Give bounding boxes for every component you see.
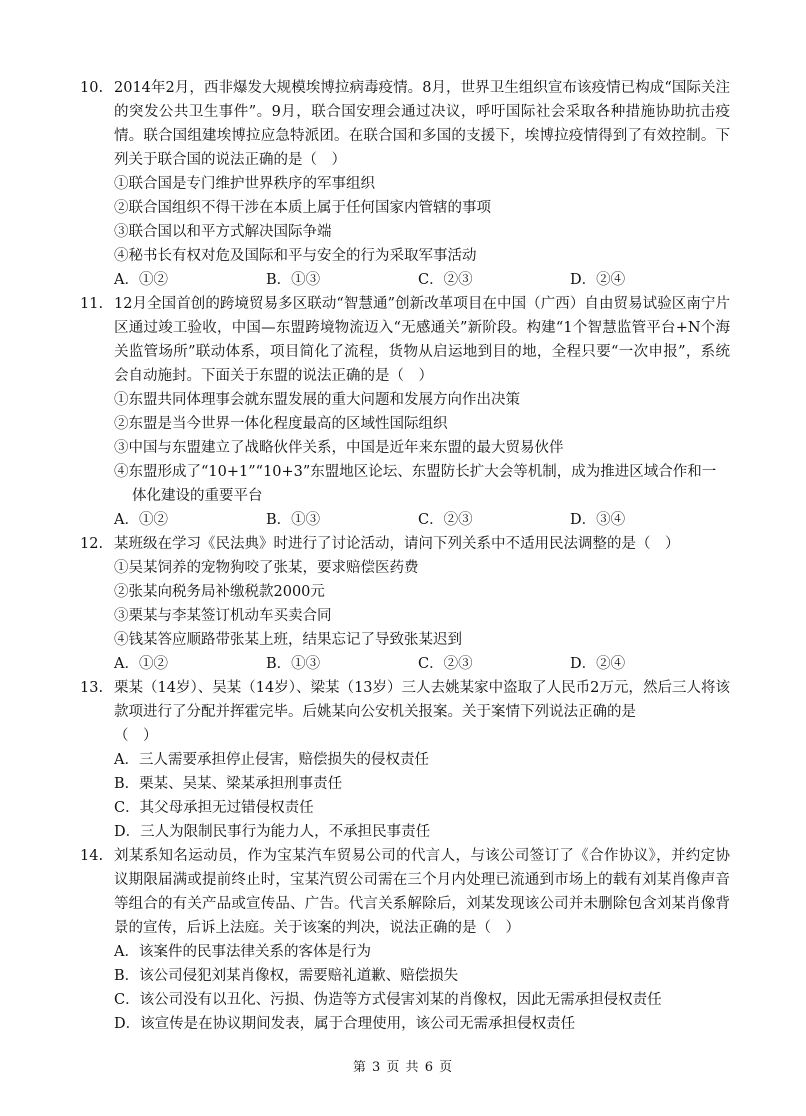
question-12 (80, 532, 730, 676)
question-number: 10. (80, 80, 104, 96)
options-row (114, 652, 730, 676)
question-10 (80, 76, 730, 292)
question-11 (80, 292, 730, 532)
option-b: B．①③ (266, 512, 321, 528)
statement-2: ②联合国组织不得干涉在本质上属于任何国家内管辖的事项 (114, 200, 491, 216)
statement-3: ③联合国以和平方式解决国际争端 (114, 224, 332, 240)
question-stem (80, 76, 730, 172)
question-text: 12月全国首创的跨境贸易多区联动“智慧通”创新改革项目在中国（广西）自由贸易试验区南宁片区通过竣工验收，中国—东盟跨境物流迈入“无感通关”新阶段。构建“1个智慧监管平台+N个海关监管场所”联动体系，项目简化了流程，货物从启运地到目的地，全程只要“一次申报”，系统会自动施封。下面关于东盟的说法正确的是（ ） (114, 296, 730, 384)
question-number: 14. (80, 848, 104, 864)
statement-4: ④钱某答应顺路带张某上班，结果忘记了导致张某迟到 (114, 632, 462, 648)
statement-4: ④秘书长有权对危及国际和平与安全的行为采取军事活动 (114, 248, 477, 264)
option-b: B．栗某、吴某、梁某承担刑事责任 (114, 776, 343, 792)
option-c: C．该公司没有以丑化、污损、伪造等方式侵害刘某的肖像权，因此无需承担侵权责任 (114, 992, 662, 1008)
question-stem (80, 676, 730, 724)
question-text: 某班级在学习《民法典》时进行了讨论活动，请问下列关系中不适用民法调整的是（ ） (114, 536, 680, 552)
question-text: 刘某系知名运动员，作为宝某汽车贸易公司的代言人，与该公司签订了《合作协议》，并约定协议期限届满或提前终止时，宝某汽贸公司需在三个月内处理已流通到市场上的载有刘某肖像声音等组合的有关产品或宣传品、广告。代言关系解除后，刘某发现该公司并未删除包含刘某肖像背景的宣传，后诉上法庭。关于该案的判决，说法正确的是（ ） (114, 848, 730, 936)
option-c: C．其父母承担无过错侵权责任 (114, 800, 314, 816)
option-a: A．三人需要承担停止侵害，赔偿损失的侵权责任 (114, 752, 429, 768)
options-row (114, 268, 730, 292)
question-number: 11. (80, 296, 104, 312)
option-c: C．②③ (418, 512, 473, 528)
statement-2: ②张某向税务局补缴税款2000元 (114, 584, 325, 600)
question-stem (80, 532, 730, 556)
option-d: D．该宣传是在协议期间发表，属于合理使用，该公司无需承担侵权责任 (114, 1016, 576, 1032)
option-b: B．①③ (266, 272, 321, 288)
option-d: D．②④ (570, 272, 626, 288)
question-stem (80, 292, 730, 388)
option-a: A．该案件的民事法律关系的客体是行为 (114, 944, 371, 960)
option-d: D．三人为限制民事行为能力人，不承担民事责任 (114, 824, 431, 840)
answer-blank: （ ） (114, 728, 158, 744)
statement-2: ②东盟是当今世界一体化程度最高的区域性国际组织 (114, 416, 448, 432)
option-a: A．①② (114, 656, 168, 672)
statement-3: ③栗某与李某签订机动车买卖合同 (114, 608, 332, 624)
page-footer: 第 3 页 共 6 页 (352, 1060, 454, 1075)
statement-1: ①吴某饲养的宠物狗咬了张某，要求赔偿医药费 (114, 560, 419, 576)
question-number: 12. (80, 536, 104, 552)
option-d: D．③④ (570, 512, 626, 528)
option-d: D．②④ (570, 656, 626, 672)
option-b: B．该公司侵犯刘某肖像权，需要赔礼道歉、赔偿损失 (114, 968, 459, 984)
question-text: 栗某（14岁）、吴某（14岁）、梁某（13岁）三人去姚某家中盗取了人民币2万元，然后三人将该款项进行了分配并挥霍完毕。后姚某向公安机关报案。关于案情下列说法正确的是 (114, 680, 730, 720)
option-a: A．①② (114, 272, 168, 288)
option-b: B．①③ (266, 656, 321, 672)
statement-1: ①联合国是专门维护世界秩序的军事组织 (114, 176, 375, 192)
options-row (114, 508, 730, 532)
question-text: 2014年2月，西非爆发大规模埃博拉病毒疫情。8月，世界卫生组织宣布该疫情已构成“国际关注的突发公共卫生事件”。9月，联合国安理会通过决议，呼吁国际社会采取各种措施协助抗击疫情。联合国组建埃博拉应急特派团。在联合国和多国的支援下，埃博拉疫情得到了有效控制。下列关于联合国的说法正确的是（ ） (114, 80, 730, 168)
option-c: C．②③ (418, 272, 473, 288)
question-stem (80, 844, 730, 940)
question-13 (80, 676, 730, 844)
statement-3: ③中国与东盟建立了战略伙伴关系，中国是近年来东盟的最大贸易伙伴 (114, 440, 564, 456)
question-14 (80, 844, 730, 1036)
statement-4: ④东盟形成了“10+1”“10+3”东盟地区论坛、东盟防长扩大会等机制，成为推进区域合作和一体化建设的重要平台 (114, 464, 717, 504)
question-number: 13. (80, 680, 104, 696)
option-a: A．①② (114, 512, 168, 528)
option-c: C．②③ (418, 656, 473, 672)
statement-1: ①东盟共同体理事会就东盟发展的重大问题和发展方向作出决策 (114, 392, 520, 408)
